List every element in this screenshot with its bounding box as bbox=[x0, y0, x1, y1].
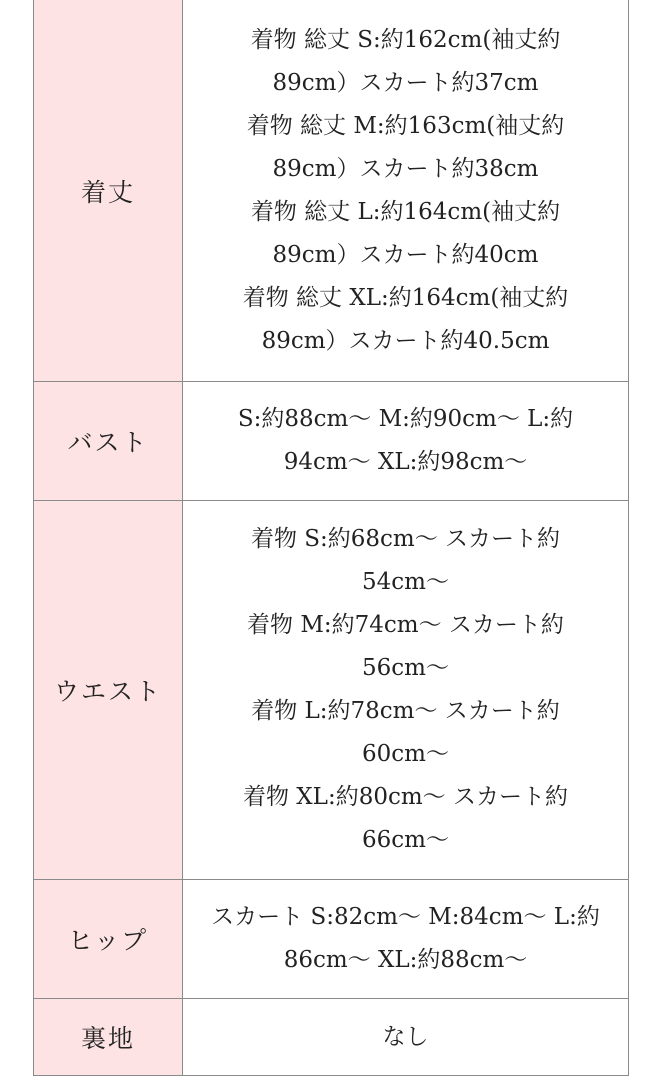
value-line: 60cm〜 bbox=[362, 741, 449, 767]
value-line: 94cm〜 XL:約98cm〜 bbox=[283, 449, 528, 475]
value-line: 66cm〜 bbox=[362, 827, 449, 853]
row-label-lining: 裏地 bbox=[34, 999, 183, 1075]
row-value-waist bbox=[183, 501, 628, 879]
value-line: 着物 総丈 M:約163cm(袖丈約 bbox=[246, 112, 565, 139]
value-line: 86cm〜 XL:約88cm〜 bbox=[283, 947, 528, 973]
value-line: 89cm）スカート約38cm bbox=[272, 155, 539, 182]
value-line: 着物 XL:約80cm〜 スカート約 bbox=[243, 784, 568, 810]
row-value-length bbox=[183, 0, 628, 381]
value-line: 89cm）スカート約40cm bbox=[272, 241, 539, 268]
value-line: S:約88cm〜 M:約90cm〜 L:約 bbox=[237, 406, 574, 432]
row-label-hip: ヒップ bbox=[34, 880, 183, 998]
row-value-bust bbox=[183, 382, 628, 500]
value-line: 着物 総丈 L:約164cm(袖丈約 bbox=[250, 198, 561, 225]
value-line: 着物 総丈 S:約162cm(袖丈約 bbox=[250, 26, 561, 53]
row-label-bust: バスト bbox=[34, 382, 183, 500]
table-row-lining bbox=[34, 998, 628, 1075]
table-row-length bbox=[34, 0, 628, 381]
row-value-hip bbox=[183, 880, 628, 998]
row-label-waist: ウエスト bbox=[34, 501, 183, 879]
row-value-lining bbox=[183, 999, 628, 1075]
table-row-waist bbox=[34, 500, 628, 879]
value-line: 着物 M:約74cm〜 スカート約 bbox=[247, 612, 564, 638]
value-line: スカート S:82cm〜 M:84cm〜 L:約 bbox=[211, 904, 600, 930]
size-spec-table bbox=[33, 0, 629, 1076]
value-line: 54cm〜 bbox=[362, 569, 449, 595]
value-line: 着物 総丈 XL:約164cm(袖丈約 bbox=[242, 284, 569, 311]
value-line: 56cm〜 bbox=[362, 655, 449, 681]
table-row-hip bbox=[34, 879, 628, 998]
value-line: 89cm）スカート約37cm bbox=[272, 69, 539, 96]
table-row-bust bbox=[34, 381, 628, 500]
value-line: 89cm）スカート約40.5cm bbox=[261, 327, 550, 354]
row-label-length: 着丈 bbox=[34, 0, 183, 381]
value-line: 着物 L:約78cm〜 スカート約 bbox=[251, 698, 560, 724]
value-line: 着物 S:約68cm〜 スカート約 bbox=[250, 526, 561, 552]
value-line: なし bbox=[382, 1023, 429, 1050]
